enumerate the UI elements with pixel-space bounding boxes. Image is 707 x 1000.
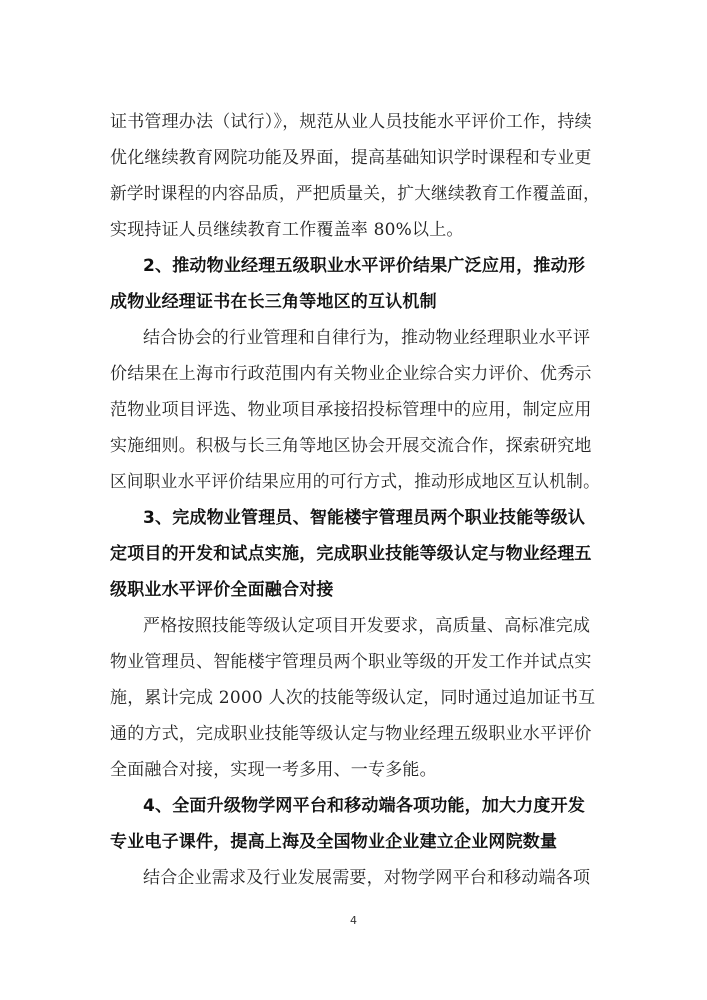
text-line: 证书管理办法（试行）》，规范从业人员技能水平评价工作，持续 <box>110 112 592 132</box>
text-line: 通的方式，完成职业技能等级认定与物业经理五级职业水平评价 <box>110 724 592 744</box>
text-line: 结合企业需求及行业发展需要，对物学网平台和移动端各项 <box>143 868 591 888</box>
section-heading: 成物业经理证书在长三角等地区的互认机制 <box>110 292 437 312</box>
section-heading: 4、全面升级物学网平台和移动端各项功能，加大力度开发 <box>143 796 586 816</box>
text-line: 实现持证人员继续教育工作覆盖率 80%以上。 <box>110 220 464 240</box>
text-line: 结合协会的行业管理和自律行为，推动物业经理职业水平评 <box>143 328 591 348</box>
section-heading: 3、完成物业管理员、智能楼宇管理员两个职业技能等级认 <box>143 508 586 528</box>
text-line: 新学时课程的内容品质，严把质量关，扩大继续教育工作覆盖面， <box>110 184 600 204</box>
text-line: 物业管理员、智能楼宇管理员两个职业等级的开发工作并试点实 <box>110 652 592 672</box>
page-number: 4 <box>350 914 357 927</box>
text-line: 区间职业水平评价结果应用的可行方式，推动形成地区互认机制。 <box>110 472 600 492</box>
text-line: 实施细则。积极与长三角等地区协会开展交流合作，探索研究地 <box>110 436 592 456</box>
section-heading: 专业电子课件，提高上海及全国物业企业建立企业网院数量 <box>110 832 558 852</box>
text-line: 施，累计完成 2000 人次的技能等级认定，同时通过追加证书互 <box>110 688 596 708</box>
section-heading: 级职业水平评价全面融合对接 <box>110 580 334 600</box>
text-line: 价结果在上海市行政范围内有关物业企业综合实力评价、优秀示 <box>110 364 592 384</box>
text-line: 范物业项目评选、物业项目承接招投标管理中的应用，制定应用 <box>110 400 592 420</box>
text-line: 优化继续教育网院功能及界面，提高基础知识学时课程和专业更 <box>110 148 592 168</box>
section-heading: 定项目的开发和试点实施，完成职业技能等级认定与物业经理五 <box>110 544 592 564</box>
text-line: 严格按照技能等级认定项目开发要求，高质量、高标准完成 <box>143 616 591 636</box>
text-line: 全面融合对接，实现一考多用、一专多能。 <box>110 760 437 780</box>
section-heading: 2、推动物业经理五级职业水平评价结果广泛应用，推动形 <box>143 256 586 276</box>
